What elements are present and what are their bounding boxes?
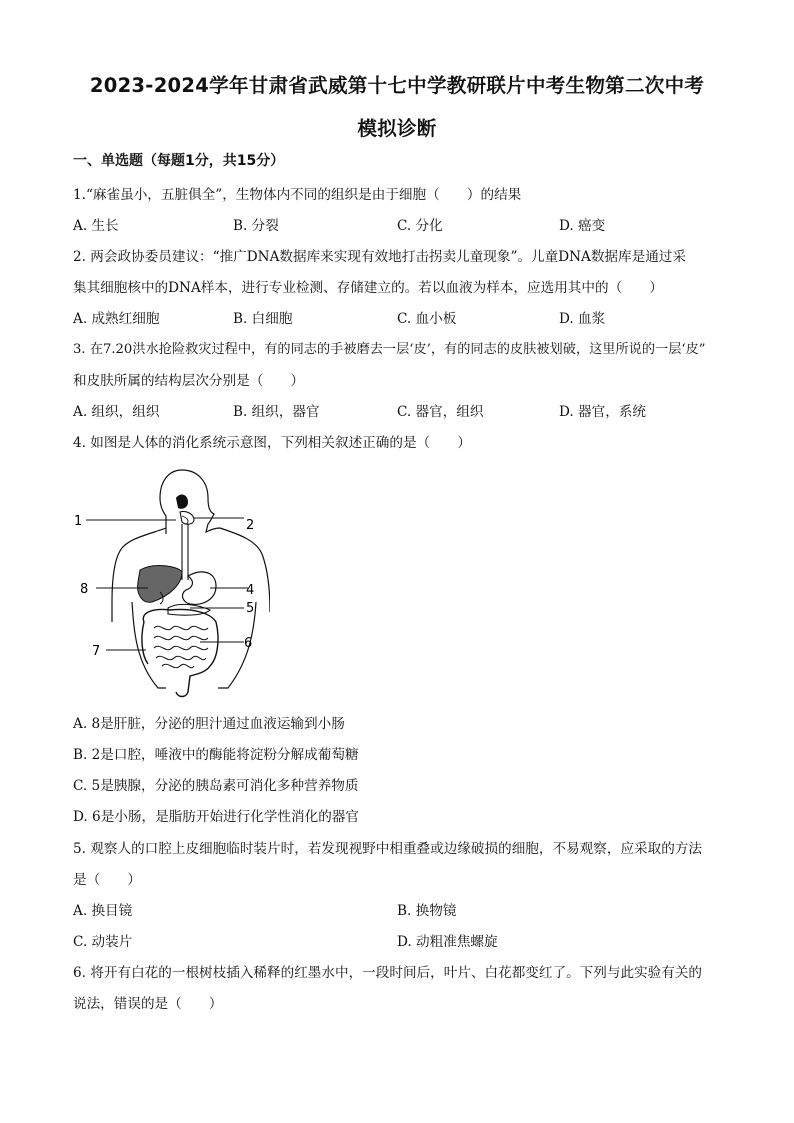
body-outline [112,470,270,622]
small-intestine [154,626,208,667]
question-4-stem: 4. 如图是人体的消化系统示意图，下列相关叙述正确的是（ ） [73,435,471,451]
question-1-option-a: A. 生长 [73,218,119,234]
question-1-stem: 1.“麻雀虽小，五脏俱全”，生物体内不同的组织是由于细胞（ ）的结果 [73,187,522,203]
colon-left [142,622,148,664]
liver [138,566,182,603]
section-heading: 一、单选题（每题1分，共15分） [73,153,285,169]
question-4-option-d: D. 6是小肠，是脂肪开始进行化学性消化的器官 [73,809,359,825]
question-4-option-c: C. 5是胰腺，分泌的胰岛素可消化多种营养物质 [73,778,359,794]
question-5-option-b: B. 换物镜 [397,903,457,919]
question-4-option-a: A. 8是肝脏，分泌的胆汁通过血液运输到小肠 [73,716,345,732]
question-2-option-a: A. 成熟红细胞 [73,311,160,327]
question-1-option-b: B. 分裂 [233,218,279,234]
question-1-option-c: C. 分化 [397,218,443,234]
torso-left [132,602,166,688]
question-6-stem-line-2: 说法，错误的是（ ） [73,996,223,1012]
question-3-option-d: D. 器官，系统 [559,404,647,420]
question-2-option-d: D. 血浆 [559,311,606,327]
question-6-stem-line-1: 6. 将开有白花的一根树枝插入稀释的红墨水中，一段时间后，叶片、白花都变红了。下列与此实验有关的 [73,965,703,981]
question-2-stem-line-2: 集其细胞核中的DNA样本，进行专业检测、存储建立的。若以血液为样本，应选用其中的（ ） [73,280,663,296]
figure-label-4: 4 [246,583,255,598]
figure-label-2: 2 [246,518,255,533]
question-1-option-d: D. 癌变 [559,218,606,234]
question-2-option-b: B. 白细胞 [233,311,293,327]
question-5-stem-line-1: 5. 观察人的口腔上皮细胞临时装片时，若发现视野中相重叠或边缘破损的细胞，不易观察，应采取的方法 [73,841,703,857]
exam-title-line-1: 2023-2024学年甘肃省武威第十七中学教研联片中考生物第二次中考 [89,74,705,97]
mouth-organ [176,495,188,509]
esophagus [182,524,188,580]
question-2-option-c: C. 血小板 [397,311,457,327]
figure-label-5: 5 [246,601,255,616]
figure-label-7: 7 [92,644,101,659]
question-5-option-c: C. 动装片 [73,934,133,950]
question-5-stem-line-2: 是（ ） [73,872,141,888]
question-4-option-b: B. 2是口腔，唾液中的酶能将淀粉分解成葡萄糖 [73,747,359,763]
exam-title-line-2: 模拟诊断 [357,117,437,140]
figure-label-8: 8 [80,582,89,597]
question-3-option-a: A. 组织，组织 [73,404,160,420]
figure-label-1: 1 [74,514,83,529]
salivary-gland [180,511,194,524]
question-3-stem-line-1: 3. 在7.20洪水抢险救灾过程中，有的同志的手被磨去一层‘皮’，有的同志的皮肤被划破，这里所说的一层‘皮” [73,342,706,357]
question-3-option-b: B. 组织，器官 [233,404,320,420]
figure-label-6: 6 [244,636,253,651]
question-3-option-c: C. 器官，组织 [397,404,484,420]
question-5-option-a: A. 换目镜 [73,903,133,919]
digestive-system-diagram [70,462,270,702]
question-5-option-d: D. 动粗准焦螺旋 [397,934,498,950]
question-2-stem-line-1: 2. 两会政协委员建议：“推广DNA数据库来实现有效地打击拐卖儿童现象”。儿童DNA数据库是通过采 [73,249,686,265]
question-3-stem-line-2: 和皮肤所属的结构层次分别是（ ） [73,373,305,389]
